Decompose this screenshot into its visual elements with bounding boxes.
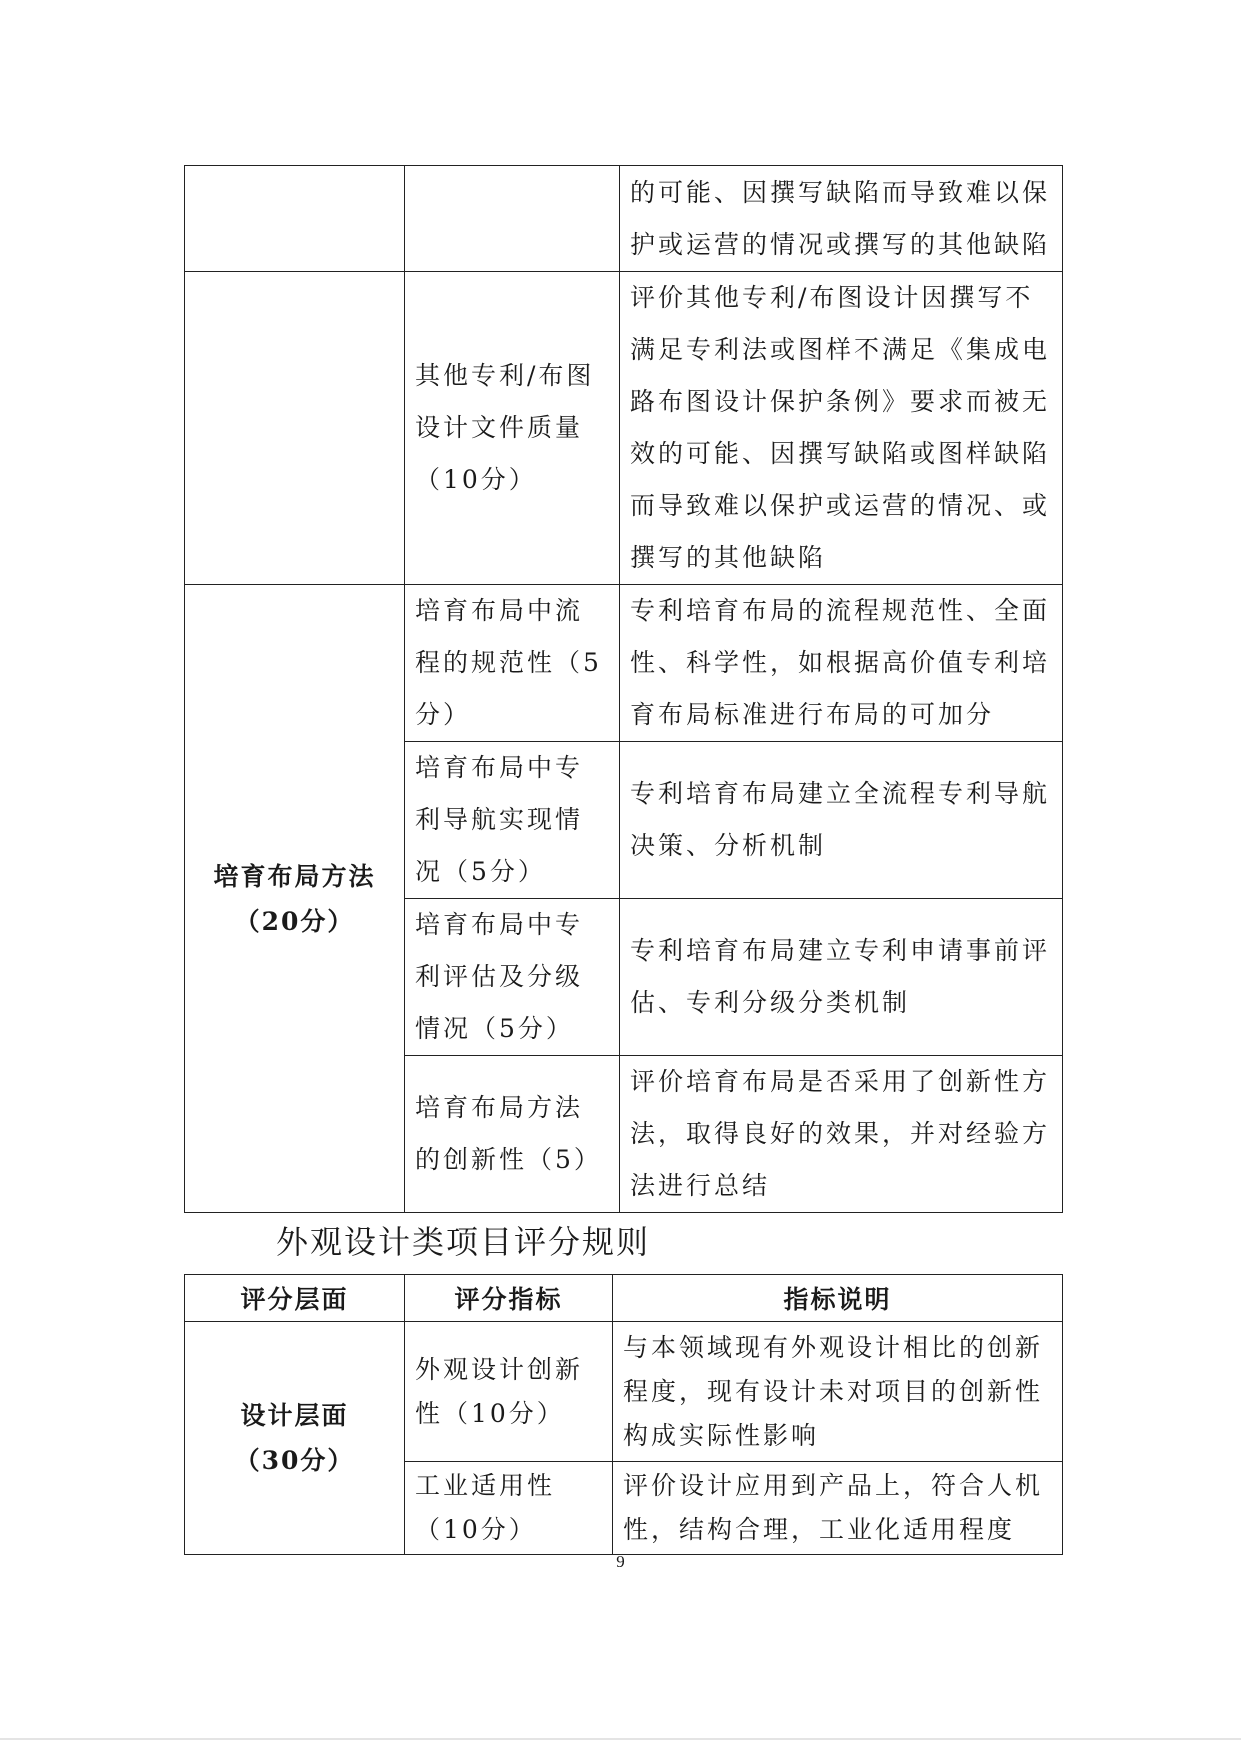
header-description: 指标说明 <box>613 1275 1063 1322</box>
indicator-cell: 外观设计创新性（10分） <box>405 1322 613 1462</box>
description-cell: 评价其他专利/布图设计因撰写不满足专利法或图样不满足《集成电路布图设计保护条例》要求而被无效的可能、因撰写缺陷或图样缺陷而导致难以保护或运营的情况、或撰写的其他缺陷 <box>620 272 1063 585</box>
indicator-cell: 培育布局中流程的规范性（5分） <box>405 585 620 742</box>
indicator-cell-empty <box>405 166 620 272</box>
scoring-table-continued <box>184 165 1063 1213</box>
layer-cell-empty <box>185 272 405 585</box>
description-cell: 专利培育布局的流程规范性、全面性、科学性，如根据高价值专利培育布局标准进行布局的可加分 <box>620 585 1063 742</box>
layer-cell <box>185 585 405 1213</box>
layer-name: 设计层面 <box>240 1401 349 1430</box>
description-cell: 与本领域现有外观设计相比的创新程度，现有设计未对项目的创新性构成实际性影响 <box>613 1322 1063 1462</box>
description-cell: 专利培育布局建立专利申请事前评估、专利分级分类机制 <box>620 899 1063 1056</box>
layer-cell <box>185 1322 405 1555</box>
header-layer: 评分层面 <box>185 1275 405 1322</box>
indicator-cell: 工业适用性（10分） <box>405 1462 613 1555</box>
layer-cell-empty <box>185 166 405 272</box>
design-scoring-table <box>184 1274 1063 1555</box>
table-row <box>185 585 1063 742</box>
indicator-cell: 其他专利/布图设计文件质量（10分） <box>405 272 620 585</box>
scan-edge-line <box>0 1738 1241 1740</box>
table-row <box>185 1322 1063 1462</box>
description-cell: 评价设计应用到产品上，符合人机性，结构合理，工业化适用程度 <box>613 1462 1063 1555</box>
description-cell: 专利培育布局建立全流程专利导航决策、分析机制 <box>620 742 1063 899</box>
table-row <box>185 272 1063 585</box>
indicator-cell: 培育布局方法的创新性（5） <box>405 1056 620 1213</box>
description-cell: 评价培育布局是否采用了创新性方法，取得良好的效果，并对经验方法进行总结 <box>620 1056 1063 1213</box>
layer-name: 培育布局方法 <box>213 861 376 891</box>
description-cell: 的可能、因撰写缺陷而导致难以保护或运营的情况或撰写的其他缺陷 <box>620 166 1063 272</box>
header-indicator: 评分指标 <box>405 1275 613 1322</box>
section-title: 外观设计类项目评分规则 <box>276 1223 651 1261</box>
indicator-cell: 培育布局中专利导航实现情况（5分） <box>405 742 620 899</box>
indicator-cell: 培育布局中专利评估及分级情况（5分） <box>405 899 620 1056</box>
page-number: 9 <box>616 1552 625 1571</box>
layer-score: （20分） <box>234 906 355 936</box>
layer-score: （30分） <box>234 1446 355 1475</box>
table-header-row <box>185 1275 1063 1322</box>
table-row <box>185 166 1063 272</box>
